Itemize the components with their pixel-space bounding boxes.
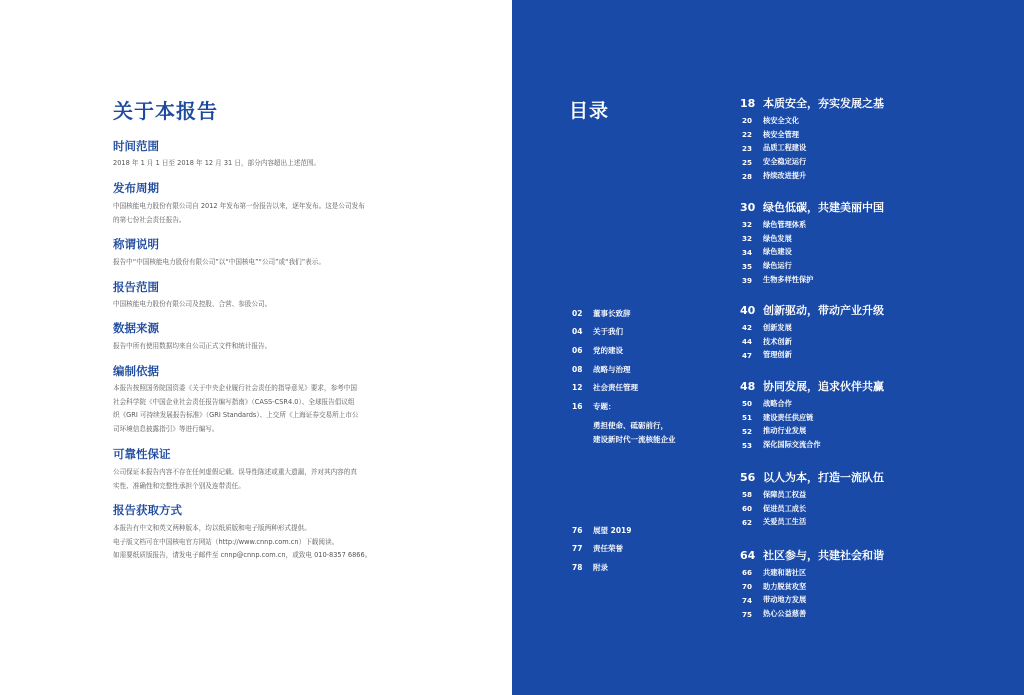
chapter-items xyxy=(740,321,940,362)
section-heading-basis: 编制依据 xyxy=(113,364,159,378)
page-number: 39 xyxy=(742,275,753,285)
page-number: 20 xyxy=(742,116,753,126)
entry-label: 带动地方发展 xyxy=(763,595,807,605)
entry-label: 展望 2019 xyxy=(593,525,632,535)
page-number: 08 xyxy=(572,364,583,374)
page-number: 34 xyxy=(742,247,753,257)
section-body-time-range xyxy=(113,157,413,171)
chapter-title: 社区参与，共建社会和谐 xyxy=(763,549,884,562)
toc-subentry[interactable] xyxy=(742,425,940,439)
chapter-heading[interactable] xyxy=(740,547,940,563)
body-line: 中国核能电力股份有限公司自 2012 年发布第一份报告以来，逐年发布。这是公司发布 xyxy=(113,202,365,210)
body-line: 社会科学院《中国企业社会责任报告编写指南》（CASS-CSR4.0）、全球报告倡议组 xyxy=(113,397,355,406)
entry-label: 共建和谐社区 xyxy=(763,567,807,577)
body-line: 的第七份社会责任报告。 xyxy=(113,215,186,224)
entry-label: 建设责任供应链 xyxy=(763,412,814,422)
entry-label: 生物多样性保护 xyxy=(763,275,814,285)
entry-label: 保障员工权益 xyxy=(763,489,807,499)
page-number: 58 xyxy=(742,490,753,500)
entry-label: 技术创新 xyxy=(763,336,792,346)
chapter-heading[interactable] xyxy=(740,378,940,394)
toc-chapter-collaboration xyxy=(740,378,940,452)
page-number: 60 xyxy=(742,504,753,514)
chapter-heading[interactable] xyxy=(740,199,940,215)
section-heading-reliability: 可靠性保证 xyxy=(113,447,171,461)
toc-subentry[interactable] xyxy=(742,516,940,530)
page-number: 04 xyxy=(572,327,583,337)
entry-label: 绿色运行 xyxy=(763,261,792,271)
section-body-terms xyxy=(113,256,413,270)
page-number: 25 xyxy=(742,157,753,167)
toc-subentry[interactable] xyxy=(742,321,940,335)
toc-subentry[interactable] xyxy=(742,114,940,128)
toc-subentry[interactable] xyxy=(742,169,940,183)
page-number: 02 xyxy=(572,308,583,318)
entry-label: 绿色发展 xyxy=(763,233,792,243)
body-line: 织《GRI 可持续发展报告标准》（GRI Standards）、上交所《上海证券交易所上市公 xyxy=(113,411,359,419)
page-number: 22 xyxy=(742,130,753,140)
chapter-items xyxy=(740,218,940,287)
page-number: 06 xyxy=(572,345,583,355)
entry-label: 关于我们 xyxy=(593,327,623,337)
toc-subentry[interactable] xyxy=(742,488,940,502)
body-line: 中国核能电力股份有限公司及控股、合营、参股公司。 xyxy=(113,300,272,308)
toc-subentry[interactable] xyxy=(742,142,940,156)
page-number: 77 xyxy=(572,544,583,554)
about-report-title: 关于本报告 xyxy=(113,99,218,123)
toc-chapter-green xyxy=(740,199,940,287)
section-heading-scope: 报告范围 xyxy=(113,280,159,294)
toc-subentry[interactable] xyxy=(742,566,940,580)
special-topic-line: 勇担使命、砥砺前行， xyxy=(593,420,668,430)
page-number: 56 xyxy=(740,470,756,484)
toc-back-list xyxy=(572,521,732,577)
page-number: 16 xyxy=(572,401,583,411)
entry-label: 附录 xyxy=(593,562,608,572)
page-number: 32 xyxy=(742,234,753,244)
toc-subentry[interactable] xyxy=(742,349,940,363)
page-number: 78 xyxy=(572,562,583,572)
entry-label: 促进员工成长 xyxy=(763,503,807,513)
entry-label: 推动行业发展 xyxy=(763,426,807,436)
entry-label: 持续改进提升 xyxy=(763,171,807,181)
toc-subentry[interactable] xyxy=(742,335,940,349)
toc-entry-appendix[interactable] xyxy=(572,558,732,577)
page-number: 66 xyxy=(742,568,753,578)
entry-label: 助力脱贫攻坚 xyxy=(763,581,807,591)
toc-subentry[interactable] xyxy=(742,218,940,232)
toc-entry-csr-management[interactable] xyxy=(572,378,732,397)
toc-subentry[interactable] xyxy=(742,411,940,425)
page-number: 32 xyxy=(742,220,753,230)
special-topic-title xyxy=(572,419,732,447)
section-body-basis xyxy=(113,382,413,436)
toc-subentry[interactable] xyxy=(742,580,940,594)
page-number: 28 xyxy=(742,171,753,181)
toc-entry-strategy[interactable] xyxy=(572,360,732,379)
page-number: 76 xyxy=(572,525,583,535)
entry-label: 专题： xyxy=(593,401,616,411)
body-line: 实性、准确性和完整性承担个别及连带责任。 xyxy=(113,481,245,490)
toc-front-list xyxy=(572,304,732,447)
toc-subentry[interactable] xyxy=(742,128,940,142)
toc-subentry[interactable] xyxy=(742,438,940,452)
page-number: 52 xyxy=(742,426,753,436)
entry-label: 安全稳定运行 xyxy=(763,157,807,167)
entry-label: 战略与治理 xyxy=(593,364,631,374)
toc-chapter-people xyxy=(740,469,940,529)
page-number: 18 xyxy=(740,96,756,110)
chapter-items xyxy=(740,114,940,183)
section-heading-data-source: 数据来源 xyxy=(113,321,159,335)
page-number: 64 xyxy=(740,548,756,562)
page-number: 35 xyxy=(742,261,753,271)
toc-chapter-innovation xyxy=(740,302,940,362)
entry-label: 核安全文化 xyxy=(763,115,799,125)
page-number: 50 xyxy=(742,399,753,409)
section-heading-access: 报告获取方式 xyxy=(113,503,182,517)
section-heading-publish-cycle: 发布周期 xyxy=(113,181,159,195)
chapter-items xyxy=(740,488,940,529)
entry-label: 社会责任管理 xyxy=(593,383,638,393)
toc-chapter-safety xyxy=(740,95,940,183)
chapter-heading[interactable] xyxy=(740,95,940,111)
page-number: 74 xyxy=(742,595,753,605)
chapter-items xyxy=(740,566,940,621)
chapter-title: 绿色低碳，共建美丽中国 xyxy=(763,201,884,214)
page-number: 40 xyxy=(740,303,756,317)
page-number: 53 xyxy=(742,440,753,450)
toc-chapter-community xyxy=(740,547,940,621)
section-heading-terms: 称谓说明 xyxy=(113,237,159,251)
entry-label: 管理创新 xyxy=(763,350,792,360)
entry-label: 绿色管理体系 xyxy=(763,219,807,229)
toc-entry-about-us[interactable] xyxy=(572,323,732,342)
section-body-data-source xyxy=(113,340,413,354)
page-number: 51 xyxy=(742,413,753,423)
toc-entry-special-topic[interactable] xyxy=(572,397,732,416)
body-line: 本报告按照国务院国资委《关于中央企业履行社会责任的指导意见》要求，参考中国 xyxy=(113,384,357,392)
body-line: 司环境信息披露指引》等进行编写。 xyxy=(113,424,219,433)
section-body-scope xyxy=(113,298,413,312)
body-line: 报告中所有使用数据均来自公司正式文件和统计报告。 xyxy=(113,342,272,350)
page-number: 23 xyxy=(742,143,753,153)
chapter-title: 本质安全，夯实发展之基 xyxy=(763,97,884,110)
entry-label: 关爱员工生活 xyxy=(763,517,807,527)
section-body-publish-cycle xyxy=(113,200,413,227)
entry-label: 董事长致辞 xyxy=(593,308,631,318)
chapter-title: 创新驱动，带动产业升级 xyxy=(763,304,884,317)
chapter-items xyxy=(740,397,940,452)
toc-entry-party-building[interactable] xyxy=(572,341,732,360)
toc-subentry[interactable] xyxy=(742,155,940,169)
entry-label: 热心公益慈善 xyxy=(763,609,807,619)
page-number: 12 xyxy=(572,383,583,393)
special-topic-line: 建设新时代一流核能企业 xyxy=(593,434,676,444)
toc-entry-chairman[interactable] xyxy=(572,304,732,323)
page-number: 47 xyxy=(742,350,753,360)
body-line: 公司保证本报告内容不存在任何虚假记载、误导性陈述或重大遗漏，并对其内容的真 xyxy=(113,468,357,476)
entry-label: 核安全管理 xyxy=(763,129,799,139)
toc-subentry[interactable] xyxy=(742,397,940,411)
page-number: 48 xyxy=(740,379,756,393)
entry-label: 绿色建设 xyxy=(763,247,792,257)
toc-title: 目录 xyxy=(569,100,610,122)
toc-entry-outlook[interactable] xyxy=(572,521,732,540)
body-line: 电子版文档可在中国核电官方网站（http://www.cnnp.com.cn）下载阅读。 xyxy=(113,537,339,546)
body-line: 本报告有中文和英文两种版本，均以纸质版和电子版两种形式提供。 xyxy=(113,524,311,532)
page-number: 42 xyxy=(742,323,753,333)
toc-subentry[interactable] xyxy=(742,259,940,273)
body-line: 2018 年 1 月 1 日至 2018 年 12 月 31 日，部分内容超出上述范围。 xyxy=(113,159,321,167)
toc-subentry[interactable] xyxy=(742,232,940,246)
body-line: 如需要纸质版报告，请发电子邮件至 cnnp@cnnp.com.cn，或致电 010-8357 6866。 xyxy=(113,551,372,559)
section-heading-time-range: 时间范围 xyxy=(113,139,159,153)
entry-label: 深化国际交流合作 xyxy=(763,440,821,450)
entry-label: 创新发展 xyxy=(763,322,792,332)
chapter-heading[interactable] xyxy=(740,469,940,485)
toc-subentry[interactable] xyxy=(742,607,940,621)
body-line: 报告中“中国核能电力股份有限公司”以“中国核电”“公司”或“我们”表示。 xyxy=(113,258,325,266)
toc-subentry[interactable] xyxy=(742,273,940,287)
page-number: 75 xyxy=(742,609,753,619)
table-of-contents-page xyxy=(512,0,1024,695)
entry-label: 战略合作 xyxy=(763,398,792,408)
chapter-title: 以人为本，打造一流队伍 xyxy=(763,471,884,484)
toc-subentry[interactable] xyxy=(742,502,940,516)
page-number: 30 xyxy=(740,200,756,214)
chapter-title: 协同发展，追求伙伴共赢 xyxy=(763,380,884,393)
chapter-heading[interactable] xyxy=(740,302,940,318)
page-number: 62 xyxy=(742,517,753,527)
toc-entry-honors[interactable] xyxy=(572,540,732,559)
section-body-access xyxy=(113,522,413,563)
toc-subentry[interactable] xyxy=(742,246,940,260)
page-number: 44 xyxy=(742,337,753,347)
entry-label: 品质工程建设 xyxy=(763,143,807,153)
toc-subentry[interactable] xyxy=(742,594,940,608)
page-number: 70 xyxy=(742,582,753,592)
section-body-reliability xyxy=(113,466,413,493)
entry-label: 党的建设 xyxy=(593,345,623,355)
entry-label: 责任荣誉 xyxy=(593,544,623,554)
